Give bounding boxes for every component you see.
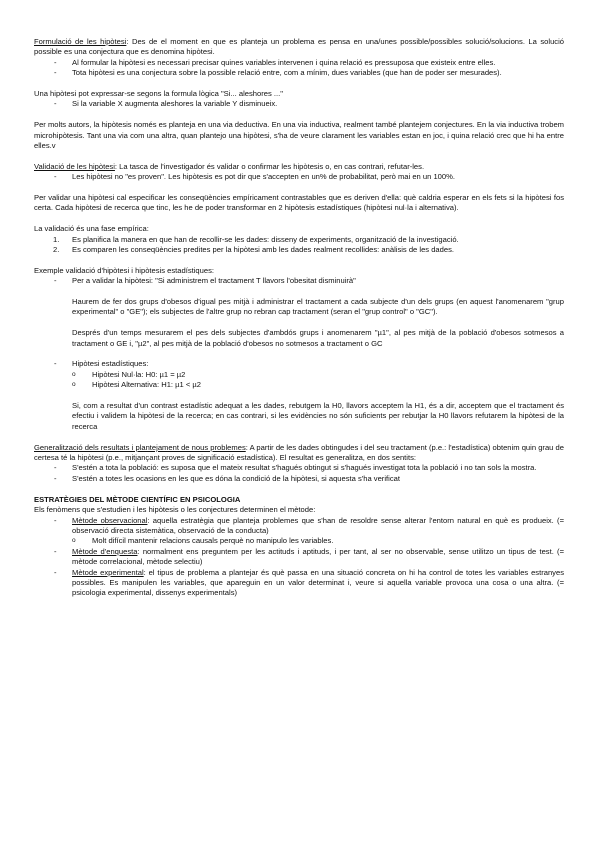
- consequences-paragraph: Per validar una hipòtesi cal especificar les conseqüències empíricament contrastables que es deriven d'ella: què caldria esperar en els fets si la hipòtesi fos certa. Cada hipòtesi de recerca que tinc, les he de poder transformar en 2 hipòtesis estadístiques (hipòtesi nul·la i alternativa).: [34, 193, 564, 213]
- observational-title: Mètode observacional: [72, 515, 148, 525]
- formulation-paragraph: [34, 37, 564, 58]
- validation-title: Validació de les hipòtesi: [34, 161, 115, 171]
- alt-hypothesis-item: o Hipòtesi Alternativa: H1: µ1 < µ2: [34, 380, 564, 390]
- document-body: [34, 37, 564, 599]
- observational-text: : aquella estratègia que planteja problemes que s'han de resoldre sense alterar l'entorn natural en què es produeix. (= observació directa sistemàtica, observació de la conducta): [72, 515, 564, 535]
- list-number: 1.: [53, 234, 60, 244]
- list-item: - Per a validar la hipòtesi: "Si administrem el tractament T llavors l'obesitat disminuirà": [34, 276, 564, 286]
- list-item: - S'estén a tota la població: es suposa que el mateix resultat s'hagués obtingut si s'hagués investigat tota la població i no tan sols la mostra.: [34, 463, 564, 473]
- generalization-title: Generalització dels resultats i plantejament de nous problemes: [34, 442, 246, 452]
- generalization-paragraph: [34, 443, 564, 464]
- list-item: [34, 568, 564, 599]
- example-list: [34, 276, 564, 286]
- deductive-paragraph: Per molts autors, la hipòtesis només es planteja en una via deductiva. En una via inductiva, realment també plantejem conjectures. En la via inductiva trobem microhipòtesis. Tant una via com una altra, quan plantejo una hipòtesi, s'ha de veure clarament les variables estan en joc, i quina relació crec que hi ha entre elles.v: [34, 120, 564, 151]
- statistical-hypotheses-list: [34, 359, 564, 390]
- experimental-text: : el tipus de problema a plantejar és què passa en una situació concreta on hi ha control de totes les variables estranyes possibles. Es manipulen les variables, que apareguin en un valor determinat i, veure si aquella variable provoca una cosa o una altra. (= psicologia experimental, dissenys experimentals): [72, 567, 564, 598]
- null-hypothesis-item: o Hipòtesi Nul·la: H0: µ1 = µ2: [34, 370, 564, 380]
- list-item: [34, 235, 564, 245]
- list-item: - Si la variable X augmenta aleshores la variable Y disminueix.: [34, 99, 564, 109]
- observational-sub-item: o Molt difícil mantenir relacions causals perquè no manipulo les variables.: [34, 536, 564, 546]
- survey-text: : normalment ens preguntem per les actituds i aptituds, i per tant, al ser no observable, sense utilitzo un tipus de test. (= mètode correlacional, mètode selectiu): [72, 546, 565, 567]
- example-para-result: Si, com a resultat d'un contrast estadístic adequat a les dades, rebutgem la H0, llavors acceptem la H1, és a dir, acceptem que el tractament és efectiu i validem la hipòtesi de la recerca; en cas contrari, si les evidències no són suficients per rebutjar la H0 llavors refutarem la hipòtesi de la recerca: [72, 401, 564, 431]
- generalization-list: [34, 463, 564, 484]
- strategies-list: [34, 516, 564, 599]
- generalization-text: : A partir de les dades obtingudes i del seu tractament (p.e.: l'estadística) obtenim quin grau de certesa té la hipòtesi (p.e., mitjançant proves de significació estadística). El resultat es generalitza, en dos sentits:: [34, 442, 564, 463]
- list-item: - S'estén a totes les ocasions en les que es dóna la condició de la hipòtesi, si aquesta s'ha verificat: [34, 474, 564, 484]
- logic-formula-list: [34, 99, 564, 109]
- formulation-list: [34, 58, 564, 79]
- list-text: Es comparen les conseqüències predites per la hipòtesi amb les dades realment recollides: anàlisis de les dades.: [72, 245, 455, 255]
- validation-text: : La tasca de l'investigador és validar o confirmar les hipòtesis o, en cas contrari, refutar-les.: [114, 161, 425, 171]
- empirical-phase-paragraph: La validació és una fase empírica:: [34, 224, 149, 234]
- formulation-text: : Des de el moment en que es planteja un problema es pensa en una/unes possible/possibles solució/solucions. La solució possible es una conjectura que es denomina hipòtesi.: [34, 37, 565, 57]
- list-item: - Hipòtesi estadístiques:: [34, 359, 564, 369]
- example-para-measure: Després d'un temps mesurarem el pes dels subjectes d'ambdós grups i anomenarem "µ1", al pes mitjà de la població d'obesos sotmesos a tractament o GE i, "µ2", al pes mitjà de la població d'obesos no sotmesos a tractament o GC: [72, 328, 564, 348]
- example-heading: Exemple validació d'hipòtesi i hipòtesis estadístiques:: [34, 265, 215, 275]
- survey-title: Mètode d'enquesta: [72, 546, 138, 556]
- list-text: Es planifica la manera en que han de recollir-se les dades: disseny de experiments, organització de la investigació.: [72, 234, 459, 244]
- list-item: [34, 516, 564, 537]
- list-item: - Al formular la hipòtesi es necessari precisar quines variables intervenen i quina relació es pressuposa que existeix entre elles.: [34, 58, 564, 68]
- validation-list: [34, 172, 564, 182]
- list-number: 2.: [53, 245, 60, 255]
- example-para-groups: Haurem de fer dos grups d'obesos d'igual pes mitjà i administrar el tractament a cada subjecte d'un dels grups (en aquest l'anomenarem "grup experimental" o "GE"); els subjectes de l'altre grup no rebran cap tractament (seran el "grup control" o "GC").: [72, 297, 564, 317]
- list-item: - Tota hipòtesi es una conjectura sobre la possible relació entre, com a mínim, dues variables (que han de poder ser mesurades).: [34, 68, 564, 78]
- strategies-heading: ESTRATÈGIES DEL MÈTODE CIENTÍFIC EN PSICOLOGIA: [34, 494, 241, 504]
- list-item: [34, 245, 564, 255]
- experimental-title: Mètode experimental: [72, 567, 144, 577]
- strategies-intro: Els fenòmens que s'estudien i les hipòtesis o les conjectures determinen el mètode:: [34, 505, 316, 515]
- logic-formula-paragraph: Una hipòtesi pot expressar-se segons la formula lògica "Si... aleshores ...": [34, 89, 283, 99]
- list-item: - Les hipòtesi no "es proven". Les hipòtesis es pot dir que s'accepten en un% de probabilitat, però mai en un 100%.: [34, 172, 564, 182]
- list-item: [34, 547, 564, 568]
- formulation-title: Formulació de les hipòtesi: [34, 37, 127, 46]
- validation-paragraph: [34, 162, 564, 172]
- empirical-phase-list: [34, 235, 564, 256]
